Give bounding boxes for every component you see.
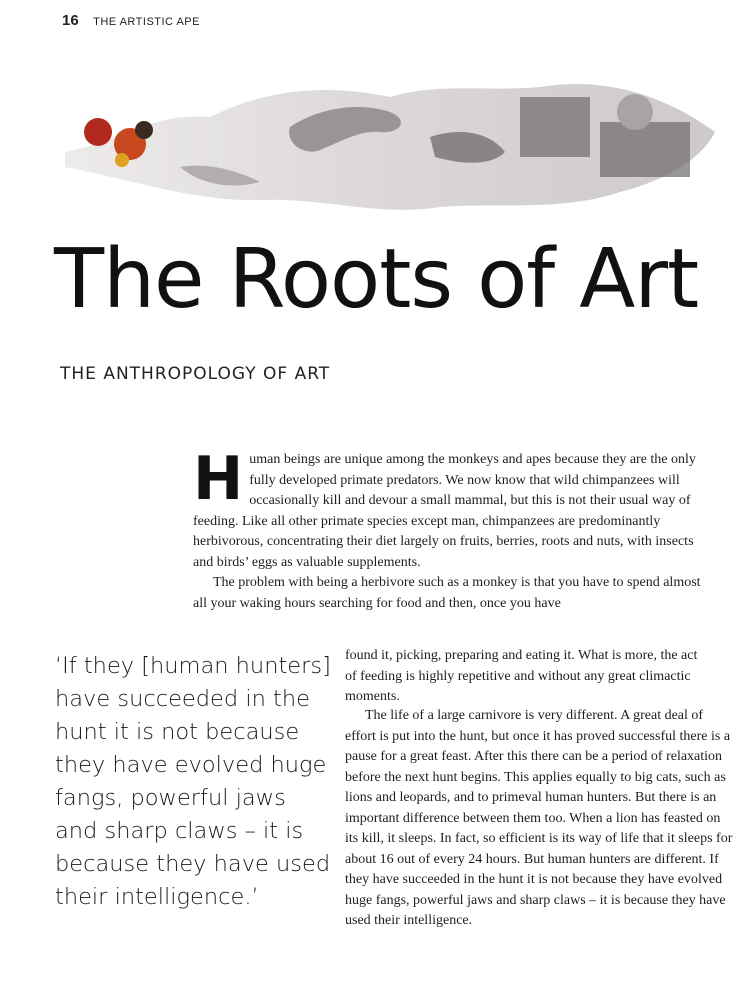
subtitle: THE ANTHROPOLOGY OF ART bbox=[60, 364, 331, 384]
page-title: The Roots of Art bbox=[54, 232, 699, 327]
banner-collage-image bbox=[60, 72, 720, 222]
drop-cap: H bbox=[193, 444, 244, 514]
paragraph-3: The life of a large carnivore is very different. A great deal of effort is put into the hunt, but once it has proved successful there is a pause for a great feast. After this there can be a period of relaxation before the next hunt begins. This applies equally to big cats, such as lions and leopards, and to primeval human hunters. But there is an important difference between them too. When a lion has feasted on its kill, it sleeps. In fact, so efficient is its way of life that it sleeps for about 16 out of every 24 hours. But human hunters are different. If they have succeeded in the hunt it is not because they have evolved huge fangs, powerful jaws and sharp claws – it is because they have used their intelligence. bbox=[345, 708, 733, 928]
page-header bbox=[62, 12, 200, 30]
body-text-block-1 bbox=[193, 444, 709, 614]
running-head: THE ARTISTIC APE bbox=[93, 16, 200, 28]
paragraph-2-start: The problem with being a herbivore such as a monkey is that you have to spend almost all your waking hours searching for food and then, once you have bbox=[193, 575, 701, 611]
pull-quote: ‘If they [human hunters] have succeeded in the hunt it is not because they have evolved huge fangs, powerful jaws and sharp claws – it is because they have used their intelligence.’ bbox=[55, 653, 331, 910]
body-text-block-3 bbox=[345, 706, 735, 932]
paragraph-1: uman beings are unique among the monkeys and apes because they are the only fully developed primate predators. We now know that wild chimpanzees will occasionally kill and devour a small mammal, but this is not their usual way of feeding. Like all other primate species except man, chimpanzees are predominantly herbivorous, concentrating their diet largely on fruits, berries, roots and nuts, with insects and birds’ eggs as valuable supplements. bbox=[193, 452, 696, 570]
body-text-block-2 bbox=[345, 646, 709, 708]
page-number: 16 bbox=[62, 12, 79, 29]
paragraph-2-end: found it, picking, preparing and eating it. What is more, the act of feeding is highly repetitive and without any great climactic moments. bbox=[345, 648, 698, 704]
